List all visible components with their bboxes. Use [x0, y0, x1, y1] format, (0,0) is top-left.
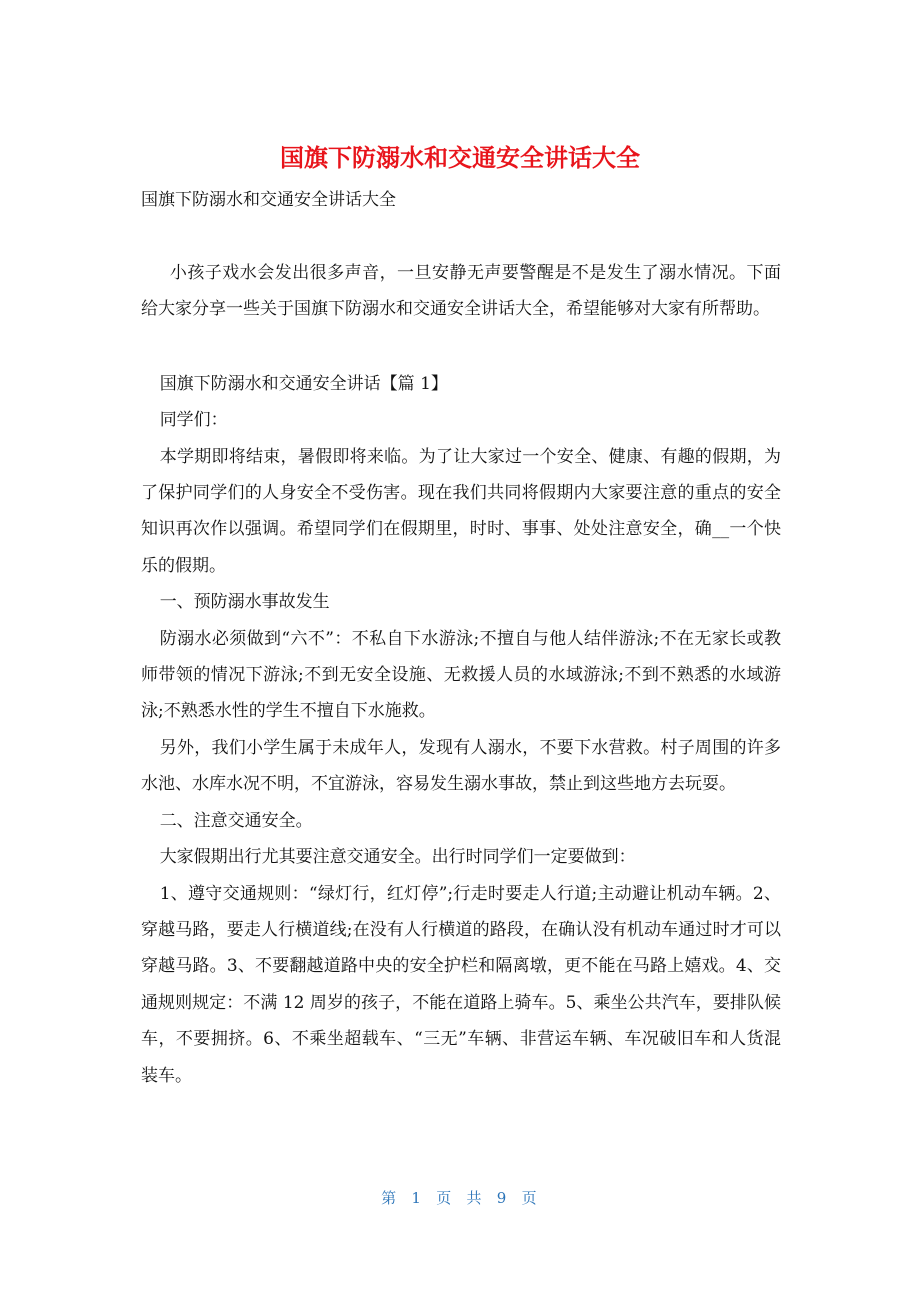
- section-heading: 国旗下防溺水和交通安全讲话【篇 1】: [159, 373, 448, 394]
- paragraph-spacer: [141, 328, 781, 366]
- subheading-traffic: 二、注意交通安全。: [159, 810, 313, 831]
- greeting: 同学们：: [159, 410, 228, 431]
- document-subtitle: 国旗下防溺水和交通安全讲话大全: [141, 190, 396, 210]
- subheading-drowning: 一、预防溺水事故发生: [159, 592, 330, 613]
- body-paragraph: 大家假期出行尤其要注意交通安全。出行时同学们一定要做到：: [159, 847, 636, 868]
- page-indicator: 第 1 页 共 9 页: [381, 1189, 539, 1207]
- body-paragraph: 防溺水必须做到“六不”：不私自下水游泳;不擅自与他人结伴游泳;不在无家长或教师带领的情况下游泳;不到无安全设施、无救援人员的水域游泳;不到不熟悉的水域游泳;不熟悉水性的学生不擅自下水施救。: [141, 628, 781, 722]
- body-paragraph: 1、遵守交通规则：“绿灯行，红灯停”;行走时要走人行道;主动避让机动车辆。2、穿越马路，要走人行横道线;在没有人行横道的路段，在确认没有机动车通过时才可以穿越马路。3、不要翻越道路中央的安全护栏和隔离墩，更不能在马路上嬉戏。4、交通规则规定：不满 12 周岁的孩子，不能在道路上骑车。5、乘坐公共汽车，要排队候车，不要拥挤。6、不乘坐超载车、“三无”车辆、非营运车辆、车况破旧车和人货混装车。: [141, 883, 781, 1086]
- intro-paragraph: 小孩子戏水会发出很多声音，一旦安静无声要警醒是不是发生了溺水情况。下面给大家分享一些关于国旗下防溺水和交通安全讲话大全，希望能够对大家有所帮助。: [141, 263, 781, 320]
- document-title: 国旗下防溺水和交通安全讲话大全: [280, 144, 640, 172]
- body-paragraph: 另外，我们小学生属于未成年人，发现有人溺水，不要下水营救。村子周围的许多水池、水库水况不明，不宜游泳，容易发生溺水事故，禁止到这些地方去玩耍。: [141, 737, 781, 795]
- body-paragraph: 本学期即将结束，暑假即将来临。为了让大家过一个安全、健康、有趣的假期，为了保护同学们的人身安全不受伤害。现在我们共同将假期内大家要注意的重点的安全知识再次作以强调。希望同学们在假期里，时时、事事、处处注意安全，确__一个快乐的假期。: [141, 446, 781, 576]
- document-body: [141, 255, 781, 1094]
